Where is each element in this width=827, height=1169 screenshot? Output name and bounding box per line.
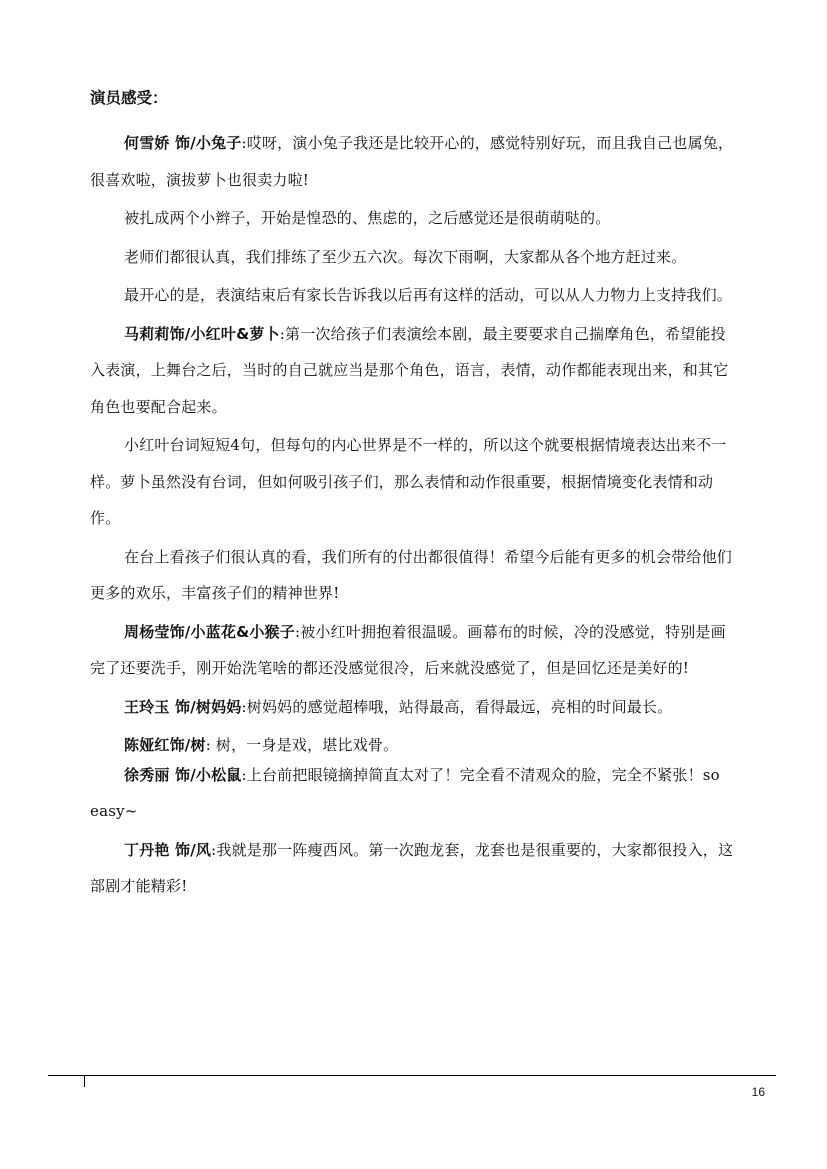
speaker-name: 马莉莉饰/小红叶&萝卜 [124,324,280,343]
page-number: 16 [751,1085,765,1099]
paragraph-text: 在台上看孩子们很认真的看，我们所有的付出都很值得！希望今后能有更多的机会带给他们更多的欢乐，丰富孩子们的精神世界! [90,547,733,602]
paragraph-text: :上台前把眼镜摘掉简直太对了！完全看不清观众的脸，完全不紧张！so easy~ [90,765,720,820]
paragraph-text: : 树，一身是戏，堪比戏骨。 [205,736,399,754]
paragraph-text: 被扎成两个小辫子，开始是惶恐的、焦虑的，之后感觉还是很萌萌哒的。 [124,209,611,227]
paragraph-1 [90,125,740,198]
speaker-name: 徐秀丽 饰/小松鼠 [124,765,242,784]
paragraph-text: 老师们都很认真，我们排练了至少五六次。每次下雨啊，大家都从各个地方赶过来。 [124,247,687,266]
paragraph-3 [90,239,740,276]
paragraph-text: :第一次给孩子们表演绘本剧，最主要要求自己揣摩角色，希望能投入表演，上舞台之后，当时的自己就应当是那个角色，语言，表情，动作都能表现出来，和其它角色也要配合起来。 [90,324,729,416]
paragraph-9 [90,689,740,726]
footer-tick-mark [84,1075,85,1087]
paragraph-text: 最开心的是，表演结束后有家长告诉我以后再有这样的活动，可以从人力物力上支持我们。 [124,286,733,304]
paragraph-12 [90,832,740,905]
actor-feedback-section [90,125,740,905]
paragraph-2 [90,200,740,237]
paragraph-8 [90,614,740,687]
speaker-name: 丁丹艳 饰/风 [124,840,212,859]
paragraph-11 [90,757,740,830]
paragraph-text: :哎呀，演小兔子我还是比较开心的，感觉特别好玩，而且我自己也属兔，很喜欢啦，演拔萝卜也很卖力啦! [90,134,734,189]
section-heading: 演员感受： [90,89,168,107]
speaker-name: 陈娅红饰/树 [124,736,206,754]
paragraph-text: :我就是那一阵瘦西风。第一次跑龙套，龙套也是很重要的，大家都很投入，这部剧才能精彩! [90,840,734,895]
paragraph-4 [90,277,740,314]
paragraph-6 [90,427,740,537]
speaker-name: 王玲玉 饰/树妈妈 [124,697,242,716]
paragraph-5 [90,316,740,426]
paragraph-text: 小红叶台词短短4句，但每句的内心世界是不一样的，所以这个就要根据情境表达出来不一样。萝卜虽然没有台词，但如何吸引孩子们，那么表情和动作很重要，根据情境变化表情和动作。 [90,436,727,527]
footer-divider [48,1075,776,1076]
speaker-name: 周杨莹饰/小蓝花&小猴子 [124,622,295,641]
speaker-name: 何雪娇 饰/小兔子 [124,134,242,152]
paragraph-text: :树妈妈的感觉超棒哦，站得最高，看得最远，亮相的时间最长。 [241,697,673,716]
paragraph-text: :被小红叶拥抱着很温暖。画幕布的时候，冷的没感觉，特别是画完了还要洗手，刚开始洗笔啥的都还没感觉很冷，后来就没感觉了，但是回忆还是美好的! [90,622,726,677]
paragraph-7 [90,539,740,612]
